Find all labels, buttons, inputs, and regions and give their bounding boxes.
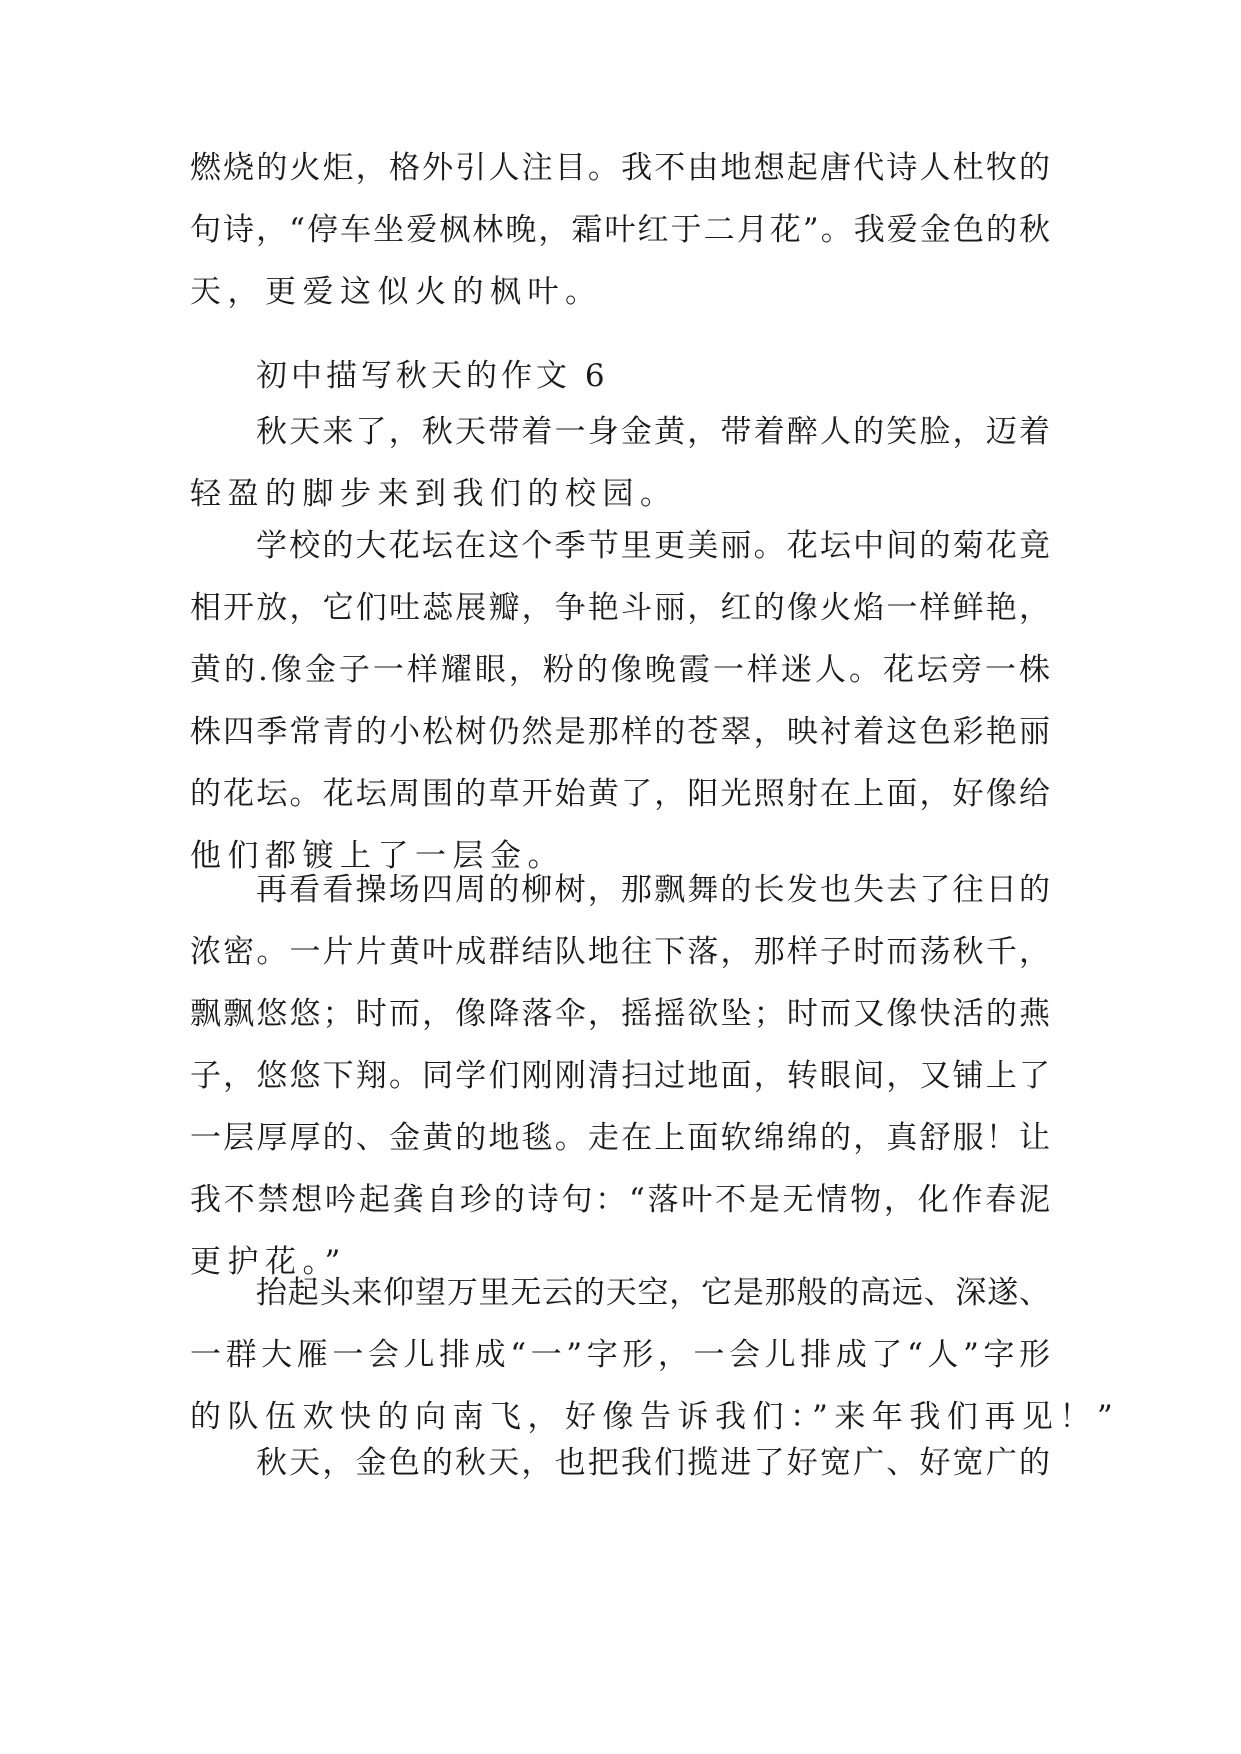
text-line: 我不禁想吟起龚自珍的诗句：“落叶不是无情物，化作春泥 [190, 1182, 1050, 1218]
text-line: 燃烧的火炬，格外引人注目。我不由地想起唐代诗人杜牧的 [190, 150, 1050, 186]
text-line: 学校的大花坛在这个季节里更美丽。花坛中间的菊花竟 [256, 528, 1050, 564]
essay-title: 初中描写秋天的作文 6 [256, 358, 609, 394]
text-line: 秋天，金色的秋天，也把我们揽进了好宽广、好宽广的 [256, 1445, 1050, 1481]
text-line: 他们都镀上了一层金。 [190, 838, 565, 874]
text-line: 句诗，“停车坐爱枫林晚，霜叶红于二月花”。我爱金色的秋 [190, 212, 1050, 248]
text-line: 株四季常青的小松树仍然是那样的苍翠，映衬着这色彩艳丽 [190, 714, 1050, 750]
text-line: 黄的.像金子一样耀眼，粉的像晚霞一样迷人。花坛旁一株 [190, 652, 1050, 688]
paragraph [190, 401, 1050, 525]
text-line: 更护花。” [190, 1244, 347, 1280]
text-line: 一群大雁一会儿排成“一”字形，一会儿排成了“人”字形 [190, 1337, 1050, 1373]
text-line: 轻盈的脚步来到我们的校园。 [190, 476, 678, 512]
text-line: 的队伍欢快的向南飞，好像告诉我们：”来年我们再见！” [190, 1399, 1120, 1435]
text-line: 浓密。一片片黄叶成群结队地往下落，那样子时而荡秋千， [190, 934, 1050, 970]
text-line: 子，悠悠下翔。同学们刚刚清扫过地面，转眼间，又铺上了 [190, 1058, 1050, 1094]
text-line: 抬起头来仰望万里无云的天空，它是那般的高远、深遂、 [256, 1275, 1050, 1311]
text-line: 再看看操场四周的柳树，那飘舞的长发也失去了往日的 [256, 872, 1050, 908]
paragraph [190, 515, 1050, 887]
continuation-paragraph [190, 137, 1050, 323]
text-line: 一层厚厚的、金黄的地毯。走在上面软绵绵的，真舒服！让 [190, 1120, 1050, 1156]
paragraph [190, 1262, 1120, 1448]
essay-heading [190, 345, 1050, 407]
paragraph [190, 1432, 1050, 1494]
text-line: 相开放，它们吐蕊展瓣，争艳斗丽，红的像火焰一样鲜艳， [190, 590, 1050, 626]
text-line: 的花坛。花坛周围的草开始黄了，阳光照射在上面，好像给 [190, 776, 1050, 812]
text-line: 飘飘悠悠；时而，像降落伞，摇摇欲坠；时而又像快活的燕 [190, 996, 1050, 1032]
paragraph [190, 859, 1050, 1293]
text-line: 天，更爱这似火的枫叶。 [190, 274, 603, 310]
text-line: 秋天来了，秋天带着一身金黄，带着醉人的笑脸，迈着 [256, 414, 1050, 450]
